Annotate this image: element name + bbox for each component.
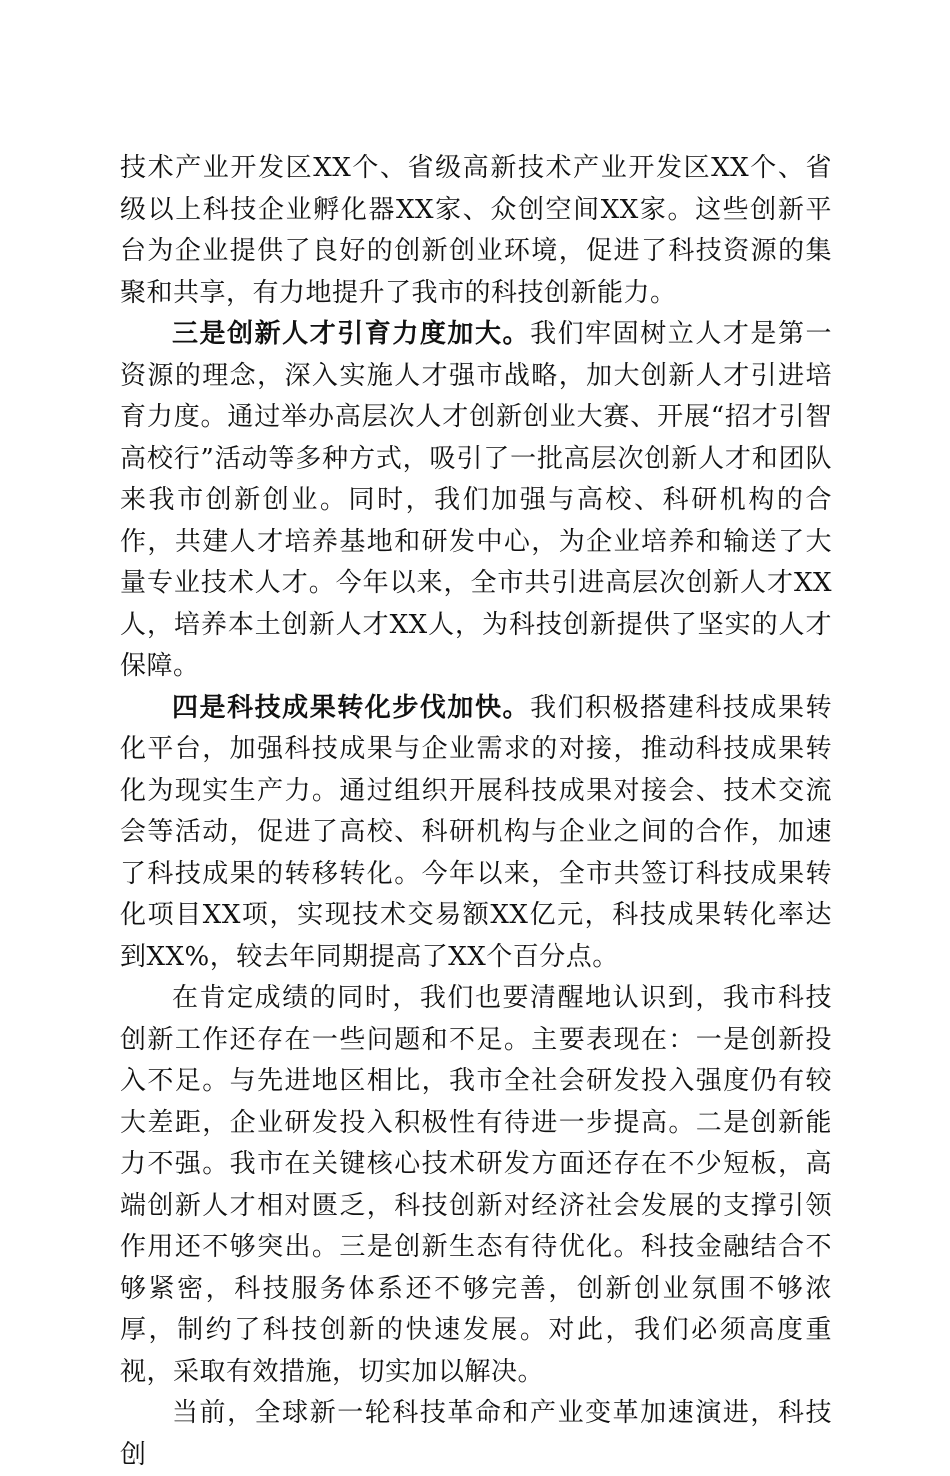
paragraph-problems [120, 978, 832, 1393]
paragraph-text: 当前，全球新一轮科技革命和产业变革加速演进，科技创 [120, 1398, 832, 1470]
paragraph-talent [120, 314, 832, 688]
paragraph-text: 我们积极搭建科技成果转化平台，加强科技成果与企业需求的对接，推动科技成果转化为现实生产力。通过组织开展科技成果对接会、技术交流会等活动，促进了高校、科研机构与企业之间的合作，加速了科技成果的转移转化。今年以来，全市共签订科技成果转化项目XX项，实现技术交易额XX亿元，科技成果转化率达到XX%，较去年同期提高了XX个百分点。 [120, 692, 832, 972]
paragraph-text: 技术产业开发区XX个、省级高新技术产业开发区XX个、省级以上科技企业孵化器XX家、众创空间XX家。这些创新平台为企业提供了良好的创新创业环境，促进了科技资源的集聚和共享，有力地提升了我市的科技创新能力。 [120, 153, 832, 308]
paragraph-current-situation [120, 1393, 832, 1476]
paragraph-lead-heading: 三是创新人才引育力度加大。 [172, 319, 531, 349]
paragraph-innovation-platforms [120, 148, 832, 314]
document-page [120, 148, 832, 1476]
paragraph-text: 我们牢固树立人才是第一资源的理念，深入实施人才强市战略，加大创新人才引进培育力度。通过举办高层次人才创新创业大赛、开展“招才引智高校行”活动等多种方式，吸引了一批高层次创新人才和团队来我市创新创业。同时，我们加强与高校、科研机构的合作，共建人才培养基地和研发中心，为企业培养和输送了大量专业技术人才。今年以来，全市共引进高层次创新人才XX人，培养本土创新人才XX人，为科技创新提供了坚实的人才保障。 [120, 319, 832, 681]
paragraph-tech-transfer [120, 688, 832, 979]
paragraph-lead-heading: 四是科技成果转化步伐加快。 [172, 692, 531, 723]
paragraph-text: 在肯定成绩的同时，我们也要清醒地认识到，我市科技创新工作还存在一些问题和不足。主要表现在：一是创新投入不足。与先进地区相比，我市全社会研发投入强度仍有较大差距，企业研发投入积极性有待进一步提高。二是创新能力不强。我市在关键核心技术研发方面还存在不少短板，高端创新人才相对匮乏，科技创新对经济社会发展的支撑引领作用还不够突出。三是创新生态有待优化。科技金融结合不够紧密，科技服务体系还不够完善，创新创业氛围不够浓厚，制约了科技创新的快速发展。对此，我们必须高度重视，采取有效措施，切实加以解决。 [120, 983, 832, 1387]
